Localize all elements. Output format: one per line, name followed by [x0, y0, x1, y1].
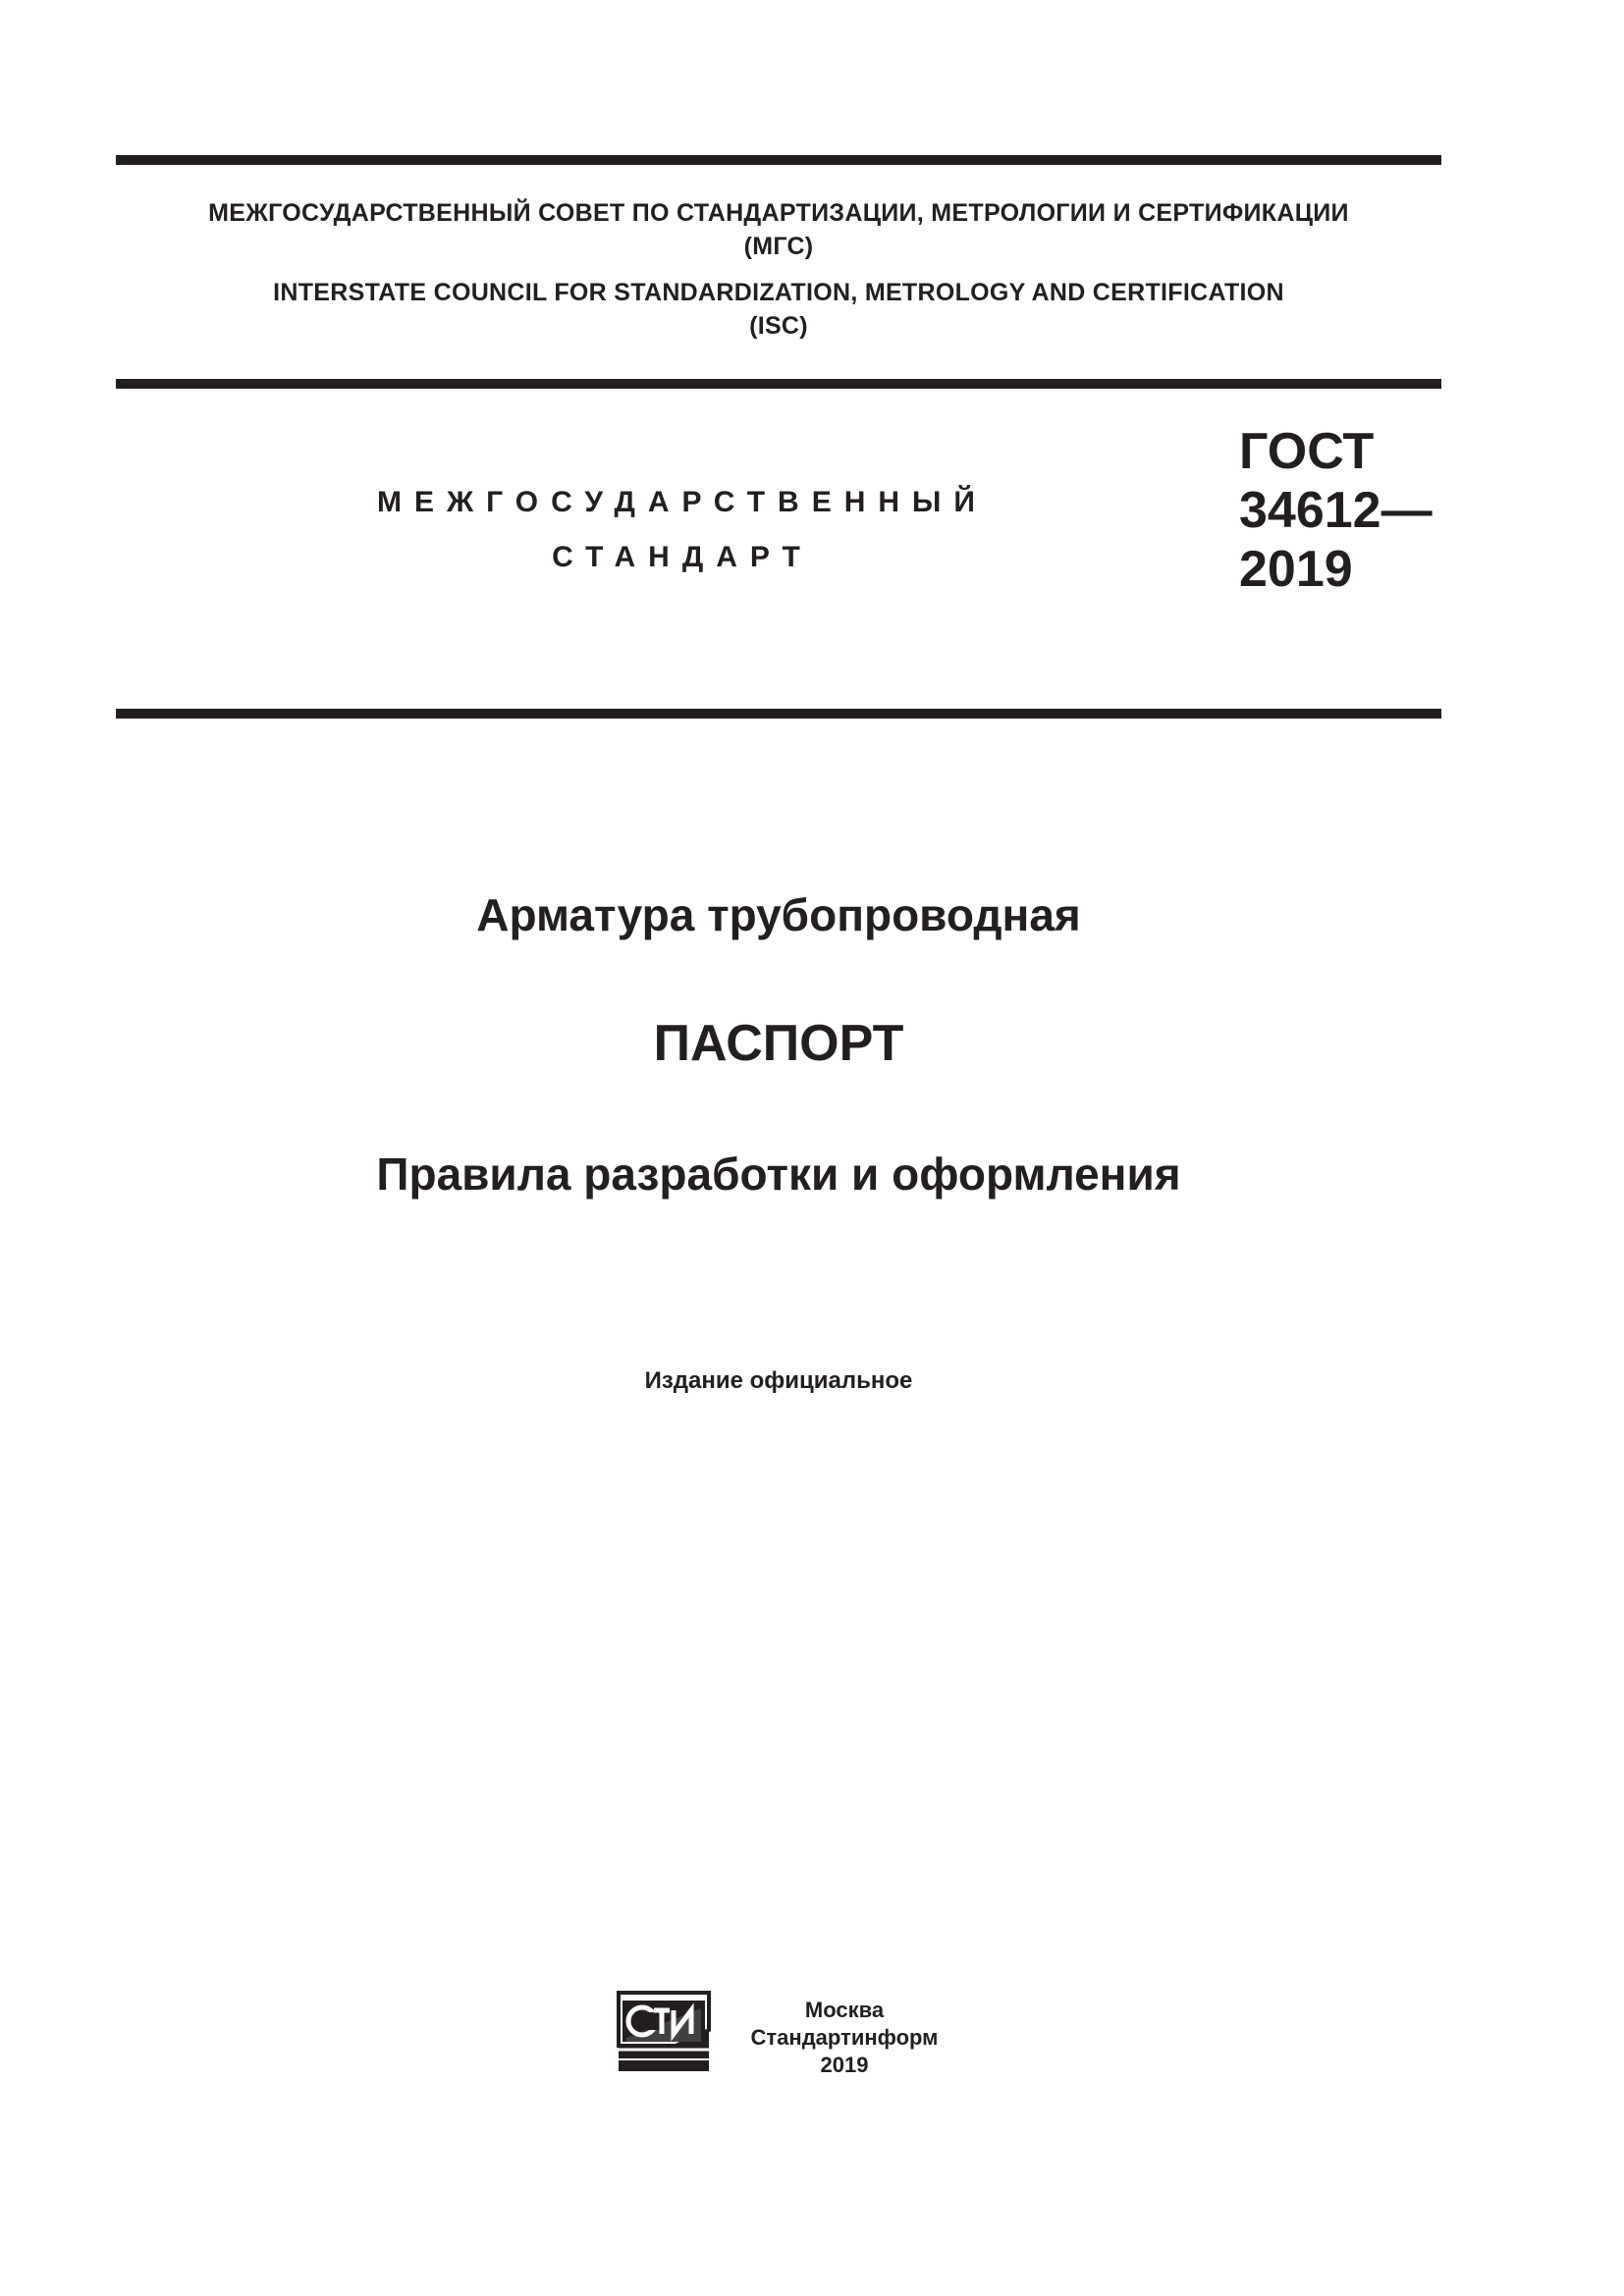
council-abbr-ru: (МГС) — [743, 233, 814, 260]
standard-code-year: 2019 — [1239, 541, 1353, 598]
publisher-info — [727, 1997, 962, 2079]
council-name-en-line: INTERSTATE COUNCIL FOR STANDARDIZATION, METROLOGY AND CERTIFICATION — [273, 279, 1284, 306]
document-title: Арматура трубопроводная — [476, 889, 1081, 940]
council-name-ru — [116, 196, 1441, 263]
top-rule — [116, 155, 1441, 165]
middle-rule — [116, 379, 1441, 389]
document-subtitle: Правила разработки и оформления — [376, 1148, 1181, 1200]
council-abbr-en: (ISC) — [749, 312, 808, 340]
council-name-ru-line: МЕЖГОСУДАРСТВЕННЫЙ СОВЕТ ПО СТАНДАРТИЗАЦИИ, МЕТРОЛОГИИ И СЕРТИФИКАЦИИ — [208, 199, 1349, 227]
standard-kind — [334, 475, 1031, 585]
standard-code-prefix: ГОСТ — [1239, 423, 1375, 480]
standard-code-number: 34612— — [1239, 482, 1433, 539]
standard-kind-line2: СТАНДАРТ — [552, 541, 813, 573]
standartinform-logo-icon — [617, 1991, 711, 2073]
standard-code — [1239, 422, 1433, 599]
publisher-city: Москва — [804, 1998, 885, 2022]
publisher-name: Стандартинформ — [750, 2025, 939, 2050]
edition-note: Издание официальное — [644, 1367, 913, 1394]
lower-rule — [116, 709, 1441, 719]
publisher-year: 2019 — [820, 2053, 869, 2077]
standard-kind-line1: МЕЖГОСУДАРСТВЕННЫЙ — [377, 486, 988, 518]
council-name-en — [116, 276, 1441, 343]
document-subject: ПАСПОРТ — [653, 1015, 904, 1072]
